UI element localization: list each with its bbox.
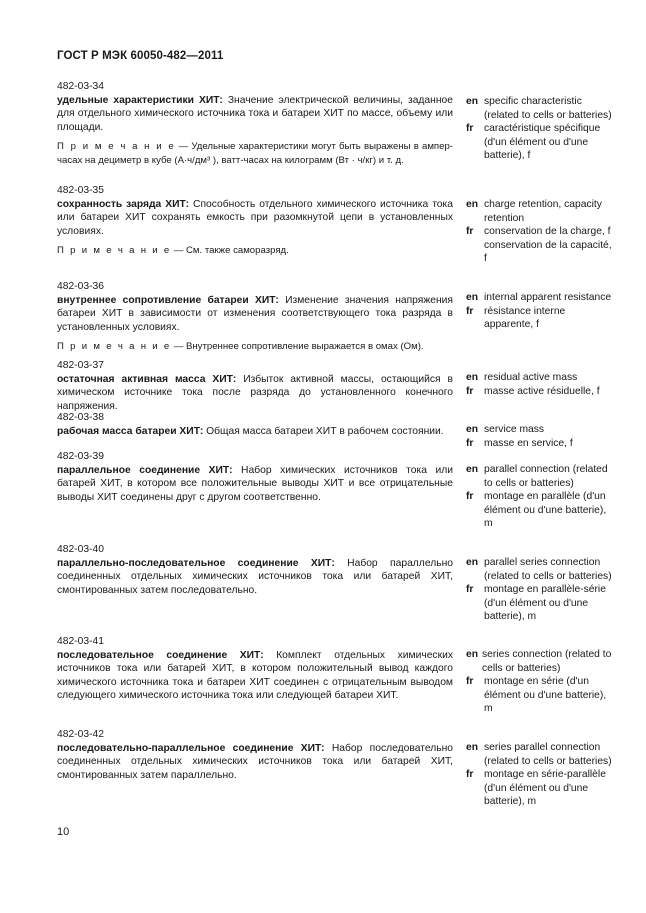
entry-note <box>57 244 453 257</box>
note-label: П р и м е ч а н и е <box>57 245 172 257</box>
equivalents <box>466 423 616 450</box>
term-entry <box>57 359 453 413</box>
page-number: 10 <box>57 826 70 838</box>
entry-definition <box>57 198 453 239</box>
lang-fr: fr <box>466 491 474 503</box>
fr-term: montage en parallèle (d'un élément ou d'une batterie), m <box>484 491 607 530</box>
entry-definition <box>57 373 453 414</box>
equivalents <box>466 95 616 163</box>
lang-en: en <box>466 649 479 660</box>
equivalents <box>466 198 616 266</box>
term-name: рабочая масса батареи ХИТ: <box>57 425 204 437</box>
lang-en: en <box>466 464 479 475</box>
entry-number: 482-03-37 <box>57 360 104 371</box>
term-entry <box>57 280 453 354</box>
definition-text: Изменение значения напряжения батареи ХИТ в зависимости от изменения соответствующего тока разряда в установленных условиях. <box>57 294 453 333</box>
note-label: П р и м е ч а н и е <box>57 141 176 153</box>
definition-text: Комплект отдельных химических источников тока или батарей ХИТ, в котором положительный вывод каждого химического источника тока и батареи ХИТ соединен с отрицательным выводом следующего химического источника тока или следующей батареи ХИТ. <box>57 649 453 702</box>
equivalents <box>466 371 616 398</box>
entry-definition <box>57 464 453 505</box>
term-name: параллельное соединение ХИТ: <box>57 464 233 476</box>
note-text: — Внутреннее сопротивление выражается в омах (Ом). <box>171 341 424 353</box>
term-entry <box>57 543 453 597</box>
fr-term: montage en série (d'un élément ou d'une batterie), m <box>484 676 607 715</box>
en-term: residual active mass <box>484 372 578 383</box>
lang-en: en <box>466 557 479 568</box>
lang-fr: fr <box>466 769 474 781</box>
entry-number: 482-03-41 <box>57 636 104 647</box>
lang-en: en <box>466 372 479 383</box>
entry-number: 482-03-42 <box>57 729 104 740</box>
entry-definition <box>57 94 453 135</box>
lang-fr: fr <box>466 305 474 317</box>
entry-number: 482-03-39 <box>57 451 104 462</box>
term-entry <box>57 80 453 167</box>
entry-note <box>57 140 453 167</box>
term-name: последовательное соединение ХИТ: <box>57 649 264 661</box>
term-name: сохранность заряда ХИТ: <box>57 198 190 210</box>
term-name: внутреннее сопротивление батареи ХИТ: <box>57 294 279 306</box>
lang-fr: fr <box>466 437 474 449</box>
term-name: параллельно-последовательное соединение ХИТ: <box>57 557 335 569</box>
lang-en: en <box>466 199 479 210</box>
lang-fr: fr <box>466 385 474 397</box>
term-entry <box>57 184 453 258</box>
entry-note <box>57 340 453 353</box>
lang-en: en <box>466 292 479 303</box>
entry-number: 482-03-36 <box>57 281 104 292</box>
equivalents <box>466 463 616 531</box>
fr-term: conservation de la charge, f conservation de la capacité, f <box>484 226 612 265</box>
entry-definition <box>57 742 453 783</box>
definition-text: Значение электрической величины, заданное для отдельного химического источника тока и батареи ХИТ по массе, объему или площади. <box>57 94 453 133</box>
en-term: service mass <box>484 424 545 435</box>
fr-term: masse en service, f <box>484 437 573 449</box>
equivalents <box>466 556 616 624</box>
equivalents <box>466 648 616 716</box>
lang-fr: fr <box>466 226 474 238</box>
en-term: series parallel connection (related to cells or batteries) <box>484 742 612 767</box>
en-term: charge retention, capacity retention <box>484 199 602 224</box>
en-term: series connection (related to cells or batteries) <box>482 649 612 674</box>
equivalents <box>466 291 616 332</box>
definition-text: Избыток активной массы, остающийся в химическом источнике тока после разряда до установленного конечного напряжения. <box>57 373 453 412</box>
term-entry <box>57 411 453 438</box>
lang-en: en <box>466 96 479 107</box>
fr-term: montage en parallèle-série (d'un élément ou d'une batterie), m <box>484 584 606 623</box>
fr-term: masse active résiduelle, f <box>484 385 600 397</box>
definition-text: Способность отдельного химического источника тока или батареи ХИТ сохранять емкость при разомкнутой цепи в установленных условиях. <box>57 198 453 237</box>
entry-number: 482-03-34 <box>57 81 104 92</box>
lang-fr: fr <box>466 584 474 596</box>
lang-en: en <box>466 742 479 753</box>
entry-number: 482-03-38 <box>57 412 104 423</box>
en-term: parallel connection (related to cells or batteries) <box>484 464 608 489</box>
en-term: specific characteristic (related to cells or batteries) <box>484 96 612 121</box>
en-term: parallel series connection (related to cells or batteries) <box>484 557 612 582</box>
entry-definition <box>57 294 453 335</box>
note-text: — Удельные характеристики могут быть выражены в ампер-часах на дециметр в кубе (А·ч/дм³ ), ватт-часах на килограмм (Вт · ч/кг) и т. д. <box>57 141 453 166</box>
term-name: остаточная активная масса ХИТ: <box>57 373 237 385</box>
lang-fr: fr <box>466 123 474 135</box>
lang-en: en <box>466 424 479 435</box>
term-entry <box>57 450 453 504</box>
document-header: ГОСТ Р МЭК 60050-482—2011 <box>57 50 224 62</box>
entry-number: 482-03-35 <box>57 185 104 196</box>
equivalents <box>466 741 616 809</box>
entry-definition <box>57 557 453 598</box>
note-label: П р и м е ч а н и е <box>57 341 172 353</box>
term-name: последовательно-параллельное соединение ХИТ: <box>57 742 325 754</box>
entry-definition <box>57 649 453 703</box>
definition-text: Набор химических источников тока или батарей ХИТ, в котором все положительные выводы ХИТ и все отрицательные выводы ХИТ соединены друг с другом соответственно. <box>57 464 453 503</box>
fr-term: résistance interne apparente, f <box>484 305 566 331</box>
definition-text: Общая масса батареи ХИТ в рабочем состоянии. <box>203 425 444 437</box>
fr-term: caractéristique spécifique (d'un élément ou d'une batterie), f <box>484 123 601 162</box>
en-term: internal apparent resistance <box>484 292 612 303</box>
definition-text: Набор последовательно соединенных отдельных химических источников тока или батарей ХИТ, смонтированных затем параллельно. <box>57 742 453 781</box>
entry-definition <box>57 425 453 439</box>
term-name: удельные характеристики ХИТ: <box>57 94 223 106</box>
entry-number: 482-03-40 <box>57 544 104 555</box>
fr-term: montage en série-parallèle (d'un élément ou d'une batterie), m <box>484 769 606 808</box>
definition-text: Набор параллельно соединенных отдельных химических источников тока или батарей ХИТ, смонтированных затем последовательно. <box>57 557 453 596</box>
term-entry <box>57 635 453 703</box>
term-entry <box>57 728 453 782</box>
lang-fr: fr <box>466 676 474 688</box>
note-text: — См. также саморазряд. <box>171 245 289 257</box>
